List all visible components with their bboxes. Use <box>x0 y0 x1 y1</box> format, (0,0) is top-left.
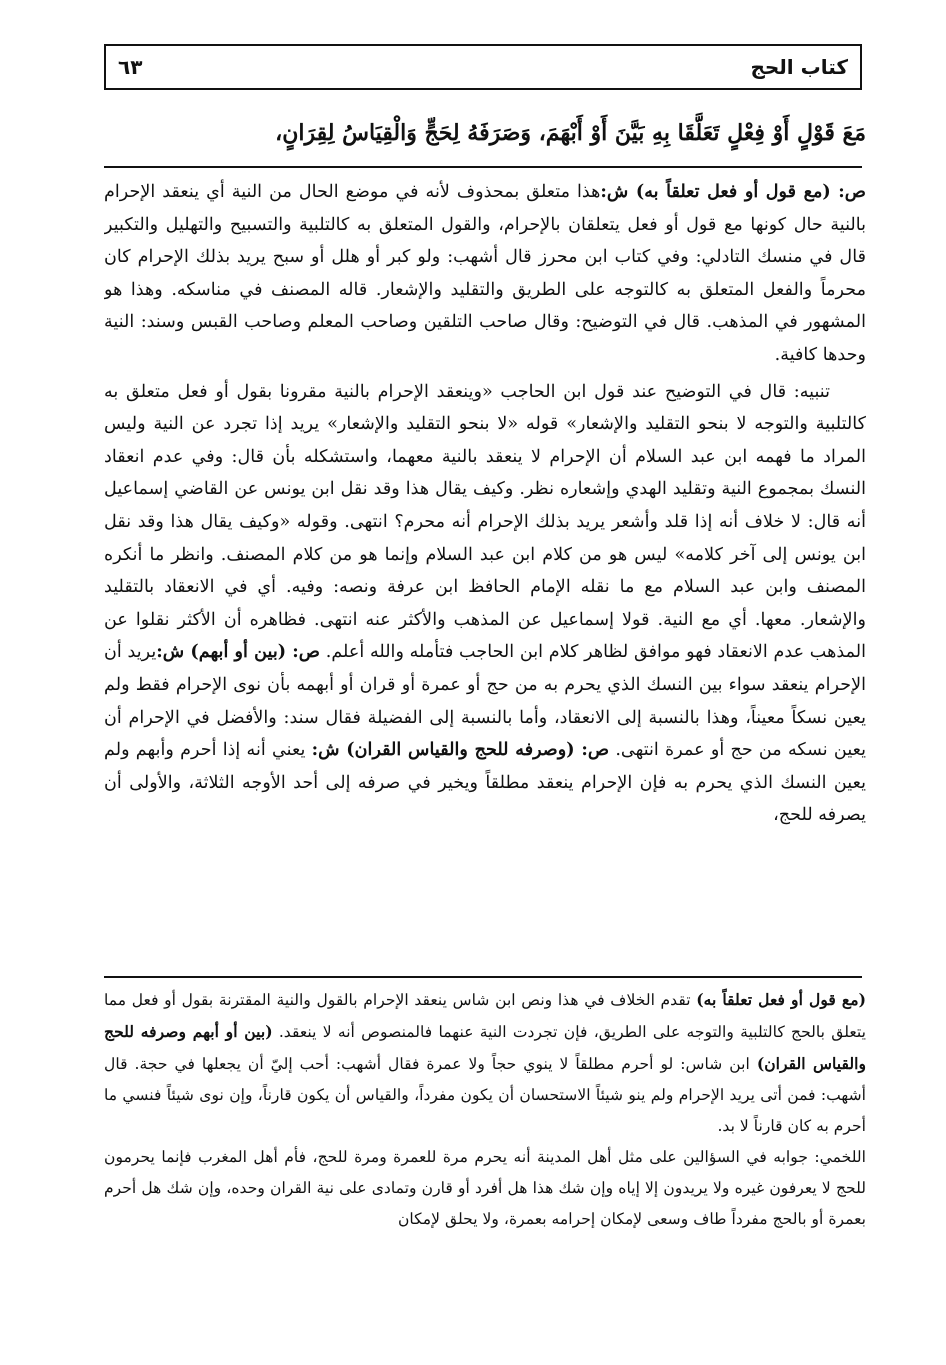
commentary-body <box>104 176 866 958</box>
paragraph-text: هذا متعلق بمحذوف لأنه في موضع الحال من النية أي ينعقد الإحرام بالنية حال كونها مع قول أو فعل يتعلقان بالإحرام، والقول المتعلق به كالتلبية والتسبيح والتهليل والتكبير قال في منسك التادلي: وفي كتاب ابن محرز قال أشهب: ولو كبر أو هلل أو سبح يريد بذلك الإحرام كان محرماً والفعل المتعلق به كالتوجه على الطريق والتقليد والإشعار. قاله المصنف في مناسكه. وهذا هو المشهور في المذهب. قال في التوضيح: وقال صاحب التلقين وصاحب المعلم وصاحب القبس وسند: النية وحدها كافية. <box>104 182 866 365</box>
page-number: ٦٣ <box>118 55 143 79</box>
footnote-divider <box>104 976 862 978</box>
footnote-marker: (مع قول أو فعل تعلقاً به) <box>696 990 866 1009</box>
sad-shin-marker: ص: (مع قول أو فعل تعلقاً به) ش: <box>600 181 866 202</box>
sad-shin-marker: ص: (وصرفه للحج والقياس القران) ش: <box>311 739 610 761</box>
footnote-marker: (بين أو أبهم وصرفه للحج والقياس القران) <box>104 1022 866 1073</box>
paragraph-text: يريد أن الإحرام ينعقد سواء بين النسك الذي يحرم به من حج أو عمرة أو قران أو أبهمه بأن نوى الإحرام فقط ولم يعين نسكاً معيناً، وهذا بالنسبة إلى الانعقاد، وأما بالنسبة إلى الفضيلة فقال سند: والأفضل في الإحرام أن يعين نسكه من حج أو عمرة انتهى. <box>104 642 866 761</box>
commentary-paragraph <box>104 376 866 832</box>
footnote-text: تقدم الخلاف في هذا ونص ابن شاس ينعقد الإحرام بالقول والنية المقترنة بقول أو فعل مما يتعلق بالحج كالتلبية والتوجه على الطريق، فإن تجردت النية عنهما فالمنصوص أنه لا ينعقد. <box>104 991 866 1041</box>
footnote-text: ابن شاس: لو أحرم مطلقاً لا ينوي حجاً ولا عمرة فقال أشهب: أحب إليّ أن يجعلها في حجة. قال أشهب: فمن أتى يريد الإحرام ولم ينو شيئاً الاستحسان أن يكون مفرداً، والقياس أن يكون قارناً، وإن نوى شيئاً فنسي ما أحرم به كان قارناً لا بد. <box>104 1055 866 1135</box>
footnotes <box>104 984 866 1354</box>
sad-shin-marker: ص: (بين أو أبهم) ش: <box>156 641 321 663</box>
top-divider <box>104 166 862 168</box>
paragraph-text: تنبيه: قال في التوضيح عند قول ابن الحاجب «وينعقد الإحرام بالنية مقرونا بقول أو فعل متعلق به كالتلبية والتوجه لا بنحو التقليد والإشعار» قوله «لا بنحو التقليد والإشعار» يريد إذا تجرد عن النية وليس المراد ما فهمه ابن عبد السلام أن الإحرام لا ينعقد بالنية معهما، واستشكله بأن قال: وفي عدم انعقاد النسك بمجموع النية وتقليد الهدي وإشعاره نظر. وكيف يقال هذا وقد نقل ابن يونس عن القاضي إسماعيل أنه قال: لا خلاف أنه إذا قلد وأشعر يريد بذلك الإحرام أنه محرم؟ انتهى. وقوله «وكيف يقال هذا وقد نقل ابن يونس إلى آخر كلامه» ليس هو من كلام ابن عبد السلام وإنما هو من كلام المصنف. وانظر ما أنكره المصنف وابن عبد السلام مع ما نقله الإمام الحافظ ابن عرفة ونصه: وفيه. أي في الانعقاد بالتقليد والإشعار. معها. أي مع النية. قولا إسماعيل عن المذهب والأكثر عنه انتهى. فظاهره أن الأكثر نقلوا عن المذهب عدم الانعقاد فهو موافق لظاهر كلام ابن الحاجب فتأمله والله أعلم. <box>104 381 866 663</box>
footnote-paragraph <box>104 984 866 1142</box>
running-header <box>104 44 862 90</box>
footnote-text: اللخمي: جوابه في السؤالين على مثل أهل المدينة أنه يحرم مرة للعمرة ومرة للحج، فأم أهل المغرب فإنما يحرمون للحج لا يعرفون غيره ولا يريدون إلا إياه وإن شك هذا هل أفرد أو قارن وتمادى على نية القران وحده، وإن شك هل أحرم بعمرة أو بالحج مفرداً طاف وسعى لإمكان إحرامه بعمرة، ولا يحلق لإمكان <box>104 1148 866 1228</box>
paragraph-text: يعني أنه إذا أحرم وأبهم ولم يعين النسك الذي يحرم به فإن الإحرام ينعقد مطلقاً ويخير في صرفه إلى أحد الأوجه الثلاثة، والأولى أن يصرفه للحج، <box>104 740 866 826</box>
matn-verse: مَعَ قَوْلٍ أَوْ فِعْلٍ تَعَلَّقَا بِهِ بَيَّنَ أَوْ أَبْهَمَ، وَصَرَفَهُ لِحَجٍّ وَالْقِيَاسُ لِقِرَانٍ، <box>275 120 866 146</box>
header-title: كتاب الحج <box>750 55 848 79</box>
commentary-paragraph <box>104 176 866 372</box>
footnote-paragraph <box>104 1142 866 1235</box>
